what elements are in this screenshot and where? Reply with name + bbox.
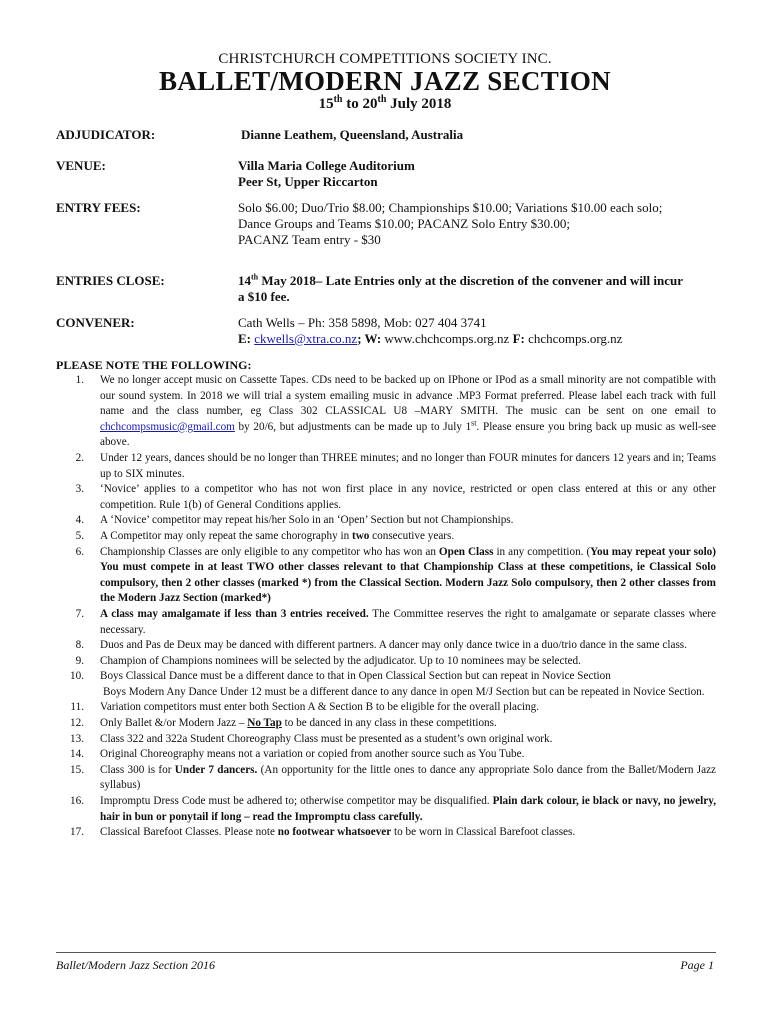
- fees-line-1: Solo $6.00; Duo/Trio $8.00; Championships $10.00; Variations $10.00 each solo;: [238, 200, 663, 215]
- item-text: Championship Classes are only eligible to any competitor who has won an: [100, 545, 439, 558]
- item-text: Boys Modern Any Dance Under 12 must be a different dance to any dance in open M/J Section but can be repeated in Novice Section.: [103, 685, 705, 698]
- list-item: [56, 545, 716, 607]
- item-text: Class 322 and 322a Student Choreography Class must be presented as a student’s own original work.: [100, 732, 553, 745]
- item-number: 5.: [75, 529, 84, 542]
- item-text: Under 12 years, dances should be no longer than THREE minutes; and no longer than FOUR minutes for dancers 12 years and in; Teams up to SIX minutes.: [100, 451, 716, 480]
- item-text: . Please ensure you bring back up music as well-see above.: [100, 420, 717, 449]
- close-text: May 2018– Late Entries only at the discretion of the convener and will incur: [258, 273, 684, 288]
- list-item: [56, 825, 716, 841]
- item-text-bold: two: [351, 529, 370, 542]
- entry-fees-label: ENTRY FEES:: [56, 200, 141, 215]
- facebook-value: chchcomps.org.nz: [524, 331, 623, 346]
- fees-line-3: PACANZ Team entry - $30: [238, 232, 381, 247]
- footer-divider: [56, 952, 716, 953]
- item-number: 10.: [70, 670, 84, 683]
- website-value: www.chchcomps.org.nz: [381, 331, 513, 346]
- list-item: [56, 716, 716, 732]
- item-text-bold: no footwear whatsoever: [277, 826, 392, 839]
- list-item: [56, 529, 716, 545]
- item-number: 14.: [70, 748, 84, 761]
- item-text-bold: A class may amalgamate if less than 3 entries received.: [100, 607, 369, 620]
- website-label: ; W:: [357, 331, 382, 346]
- item-text: consecutive years.: [369, 529, 455, 542]
- close-line-1: [238, 273, 718, 289]
- list-item: [56, 513, 716, 529]
- item-text: A Competitor may only repeat the same chorography in: [100, 529, 352, 542]
- dates-mid: to 20: [342, 96, 378, 112]
- item-text: to be worn in Classical Barefoot classes.: [391, 826, 576, 839]
- item-number: 4.: [75, 514, 84, 527]
- list-item: [56, 373, 716, 451]
- item-number: 8.: [75, 639, 84, 652]
- item-text: Classical Barefoot Classes. Please note: [100, 826, 278, 839]
- venue-value: [238, 158, 718, 190]
- notes-heading: PLEASE NOTE THE FOLLOWING:: [56, 358, 252, 372]
- footer-section-name: Ballet/Modern Jazz Section 2016: [56, 958, 215, 972]
- entry-fees-value: [238, 200, 718, 248]
- item-number: 2.: [75, 451, 84, 464]
- item-text: (An opportunity for the little ones to dance any appropriate Solo dance from the Ballet/Modern Jazz syllabus): [100, 763, 717, 792]
- list-item: [56, 732, 716, 748]
- list-item: [56, 638, 716, 654]
- music-email-link[interactable]: chchcompsmusic@gmail.com: [100, 420, 235, 433]
- event-dates: [0, 96, 770, 113]
- item-text: Duos and Pas de Deux may be danced with different partners. A dancer may only dance twice in a duo/trio dance in the same class.: [100, 639, 687, 652]
- close-date-suffix: th: [251, 272, 259, 282]
- item-text: Original Choreography means not a variation or copied from another source such as You Tube.: [100, 748, 525, 761]
- adjudicator-label: ADJUDICATOR:: [56, 127, 156, 142]
- notes-list: [56, 373, 716, 841]
- item-text: Class 300 is for: [100, 763, 175, 776]
- item-text: in any competition. (: [493, 545, 591, 558]
- entries-close-label: ENTRIES CLOSE:: [56, 273, 165, 288]
- list-item: [56, 654, 716, 670]
- item-text: We no longer accept music on Cassette Tapes. CDs need to be backed up on IPhone or IPod as a small minority are not compatible with our sound system. In 2018 we will trial a system emailing music in advance .MP3 Format preferred. Please label each track with full name and the class number, eg Class 302 CLASSICAL U8 –MARY SMITH. The music can be sent on one email to: [100, 374, 716, 418]
- item-sup: st: [471, 418, 477, 428]
- item-number: 7.: [75, 607, 84, 620]
- item-text: by 20/6, but adjustments can be made up to July 1: [234, 420, 472, 433]
- item-text-bold: You may repeat your solo) You must compete in at least TWO other classes relevant to that Championship Class at these competitions, ie Classical Solo compulsory, then 2 other classes (marked *) from the Classical Section. Modern Jazz Solo compulsory, then 2 other classes from the Modern Jazz Section (marked*): [100, 545, 716, 605]
- list-item: [56, 482, 716, 513]
- item-text: Champion of Champions nominees will be selected by the adjudicator. Up to 10 nominees may be selected.: [100, 654, 581, 667]
- dates-end-suffix: th: [377, 94, 387, 105]
- item-number: 15.: [70, 763, 84, 776]
- item-number: 1.: [75, 374, 84, 386]
- organisation-name: CHRISTCHURCH COMPETITIONS SOCIETY INC.: [218, 51, 552, 67]
- adjudicator-value: Dianne Leathem, Queensland, Australia: [241, 127, 464, 142]
- list-item: [56, 747, 716, 763]
- dates-end: July 2018: [386, 96, 452, 112]
- item-text-bold: Plain dark colour, ie black or navy, no jewelry, hair in bun or ponytail if long – read the Impromptu class carefully.: [100, 795, 716, 823]
- item-text: The Committee reserves the right to amalgamate or separate classes where necessary.: [100, 607, 716, 636]
- entry-fees-row: [56, 200, 720, 250]
- item-text: Variation competitors must enter both Section A & Section B to be eligible for the overall placing.: [100, 701, 540, 714]
- convener-label: CONVENER:: [56, 315, 135, 330]
- list-item: [56, 607, 716, 638]
- close-line-2: a $10 fee.: [238, 289, 290, 304]
- convener-email-link[interactable]: ckwells@xtra.co.nz: [254, 331, 358, 346]
- list-item: [56, 700, 716, 716]
- dates-start: 15: [318, 96, 334, 112]
- footer-page-number: Page 1: [680, 958, 714, 972]
- page-title: BALLET/MODERN JAZZ SECTION: [159, 66, 611, 96]
- item-number: 13.: [70, 732, 84, 745]
- facebook-label: F:: [512, 331, 525, 346]
- dates-start-suffix: th: [333, 94, 343, 105]
- item-text: Boys Classical Dance must be a different dance to that in Open Classical Section but can repeat in Novice Section: [100, 670, 611, 683]
- venue-row: [56, 158, 720, 192]
- fees-line-2: Dance Groups and Teams $10.00; PACANZ Solo Entry $30.00;: [238, 216, 571, 231]
- list-item: [56, 763, 716, 794]
- item-number: 9.: [75, 654, 84, 667]
- item-text-bold: Open Class: [438, 545, 494, 558]
- venue-line-1: Villa Maria College Auditorium: [238, 158, 415, 173]
- list-item: [56, 794, 716, 825]
- adjudicator-row: [56, 127, 720, 145]
- item-text: Only Ballet &/or Modern Jazz –: [100, 717, 248, 730]
- item-number: 12.: [70, 717, 84, 730]
- close-date: 14: [238, 273, 251, 288]
- item-number: 11.: [70, 701, 84, 714]
- convener-line-2: [238, 331, 718, 347]
- email-label: E:: [238, 331, 251, 346]
- item-text-bold: No Tap: [247, 717, 282, 730]
- item-number: 17.: [70, 826, 84, 839]
- venue-label: VENUE:: [56, 158, 106, 173]
- entries-close-value: [238, 273, 718, 305]
- item-text: ‘Novice’ applies to a competitor who has not won first place in any novice, restricted or open class entered at this or any other competition. Rule 1(b) of General Conditions applies.: [100, 483, 716, 511]
- item-number: 6.: [75, 545, 84, 558]
- item-text: A ‘Novice’ competitor may repeat his/her Solo in an ‘Open’ Section but not Championships.: [100, 514, 514, 527]
- list-item: [56, 451, 716, 482]
- item-text: Impromptu Dress Code must be adhered to; otherwise competitor may be disqualified.: [100, 795, 493, 808]
- list-item: [56, 669, 716, 700]
- item-number: 16.: [70, 795, 84, 808]
- item-text-bold: Under 7 dancers.: [174, 763, 258, 776]
- convener-row: [56, 315, 720, 349]
- convener-line-1: Cath Wells – Ph: 358 5898, Mob: 027 404 3741: [238, 315, 487, 330]
- convener-value: [238, 315, 718, 347]
- venue-line-2: Peer St, Upper Riccarton: [238, 174, 378, 189]
- item-number: 3.: [75, 483, 84, 496]
- entries-close-row: [56, 273, 720, 307]
- item-text: to be danced in any class in these competitions.: [281, 717, 497, 730]
